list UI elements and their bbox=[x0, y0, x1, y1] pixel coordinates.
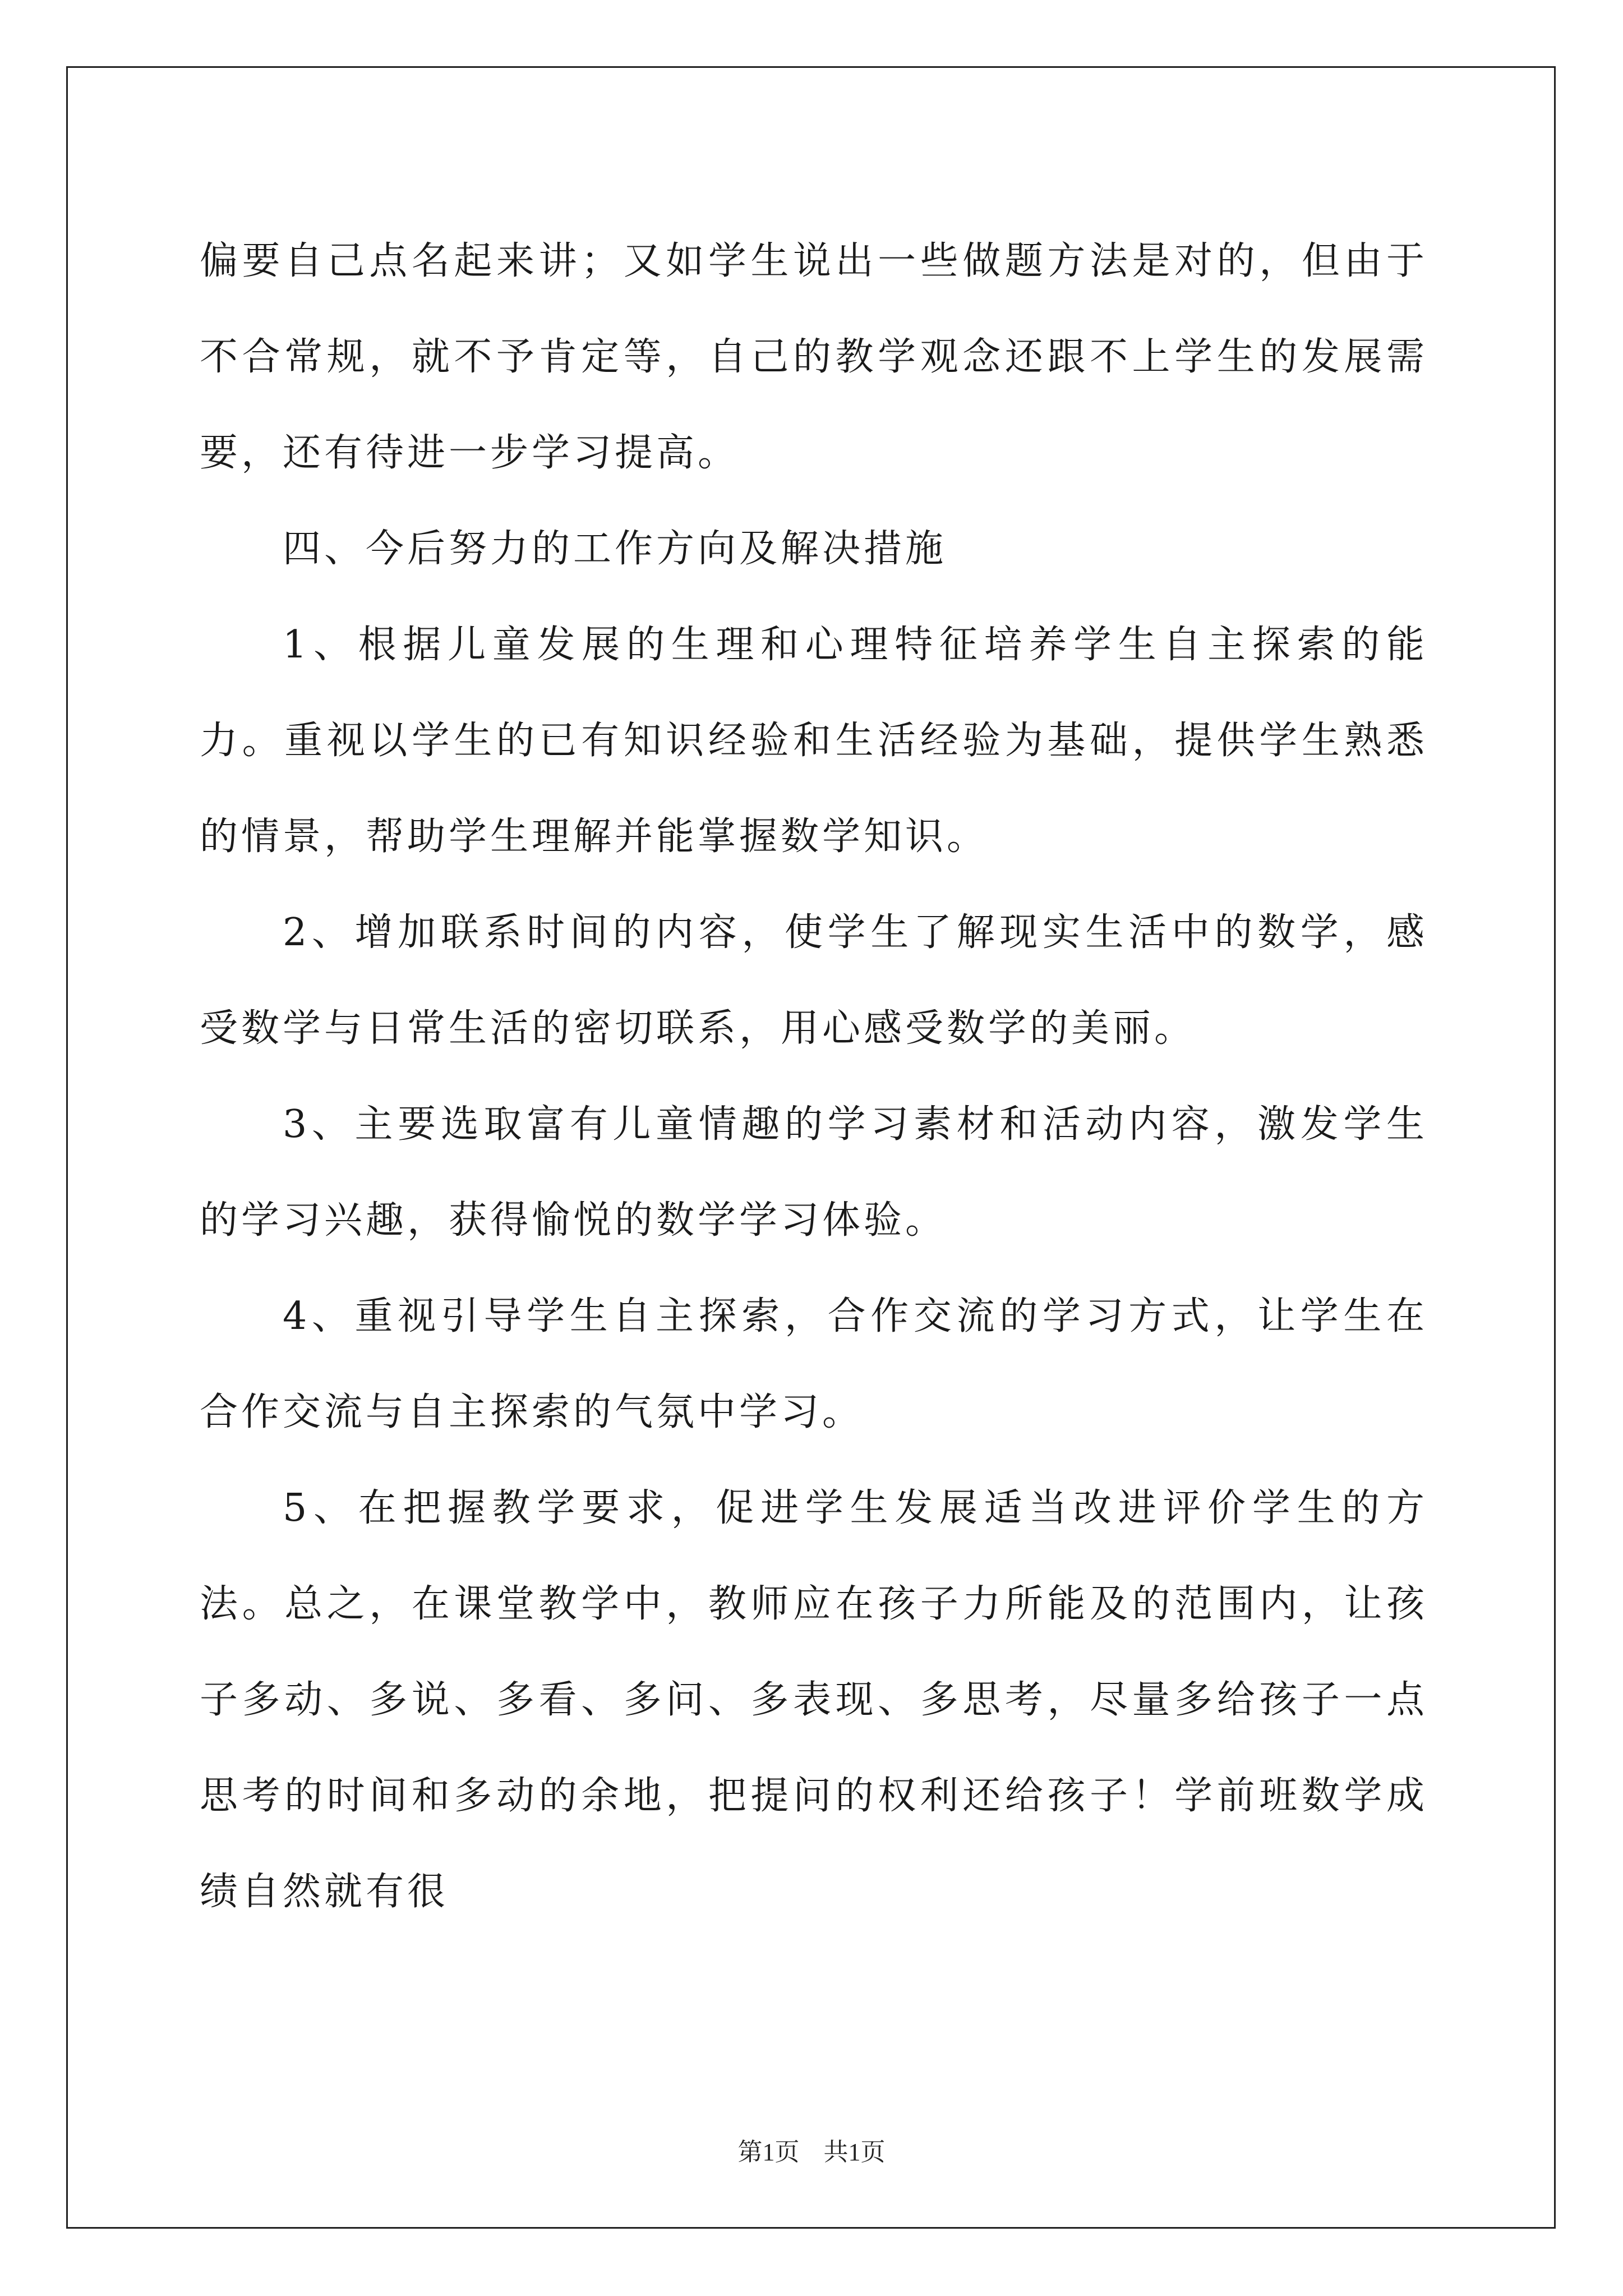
list-item-3: 3、主要选取富有儿童情趣的学习素材和活动内容，激发学生的学习兴趣，获得愉悦的数学学习体验。 bbox=[200, 1102, 1428, 1243]
list-item-4: 4、重视引导学生自主探索，合作交流的学习方式，让学生在合作交流与自主探索的气氛中学习。 bbox=[200, 1294, 1428, 1434]
list-item-5: 5、在把握教学要求，促进学生发展适当改进评价学生的方法。总之，在课堂教学中，教师应在孩子力所能及的范围内，让孩子多动、多说、多看、多问、多表现、多思考，尽量多给孩子一点思考的时间和多动的余地，把提问的权利还给孩子！学前班数学成绩自然就有很 bbox=[200, 1486, 1428, 1914]
section-heading: 四、今后努力的工作方向及解决措施 bbox=[283, 527, 947, 571]
list-item-2: 2、增加联系时间的内容，使学生了解现实生活中的数学，感受数学与日常生活的密切联系，用心感受数学的美丽。 bbox=[200, 910, 1428, 1051]
document-body bbox=[200, 213, 1428, 1940]
page-footer bbox=[0, 2132, 1623, 2168]
page-number: 第1页 bbox=[737, 2138, 800, 2166]
page-total: 共1页 bbox=[823, 2138, 886, 2166]
paragraph-continuation: 偏要自己点名起来讲；又如学生说出一些做题方法是对的，但由于不合常规，就不予肯定等，自己的教学观念还跟不上学生的发展需要，还有待进一步学习提高。 bbox=[200, 239, 1428, 475]
list-item-1: 1、根据儿童发展的生理和心理特征培养学生自主探索的能力。重视以学生的已有知识经验和生活经验为基础，提供学生熟悉的情景，帮助学生理解并能掌握数学知识。 bbox=[200, 623, 1428, 859]
